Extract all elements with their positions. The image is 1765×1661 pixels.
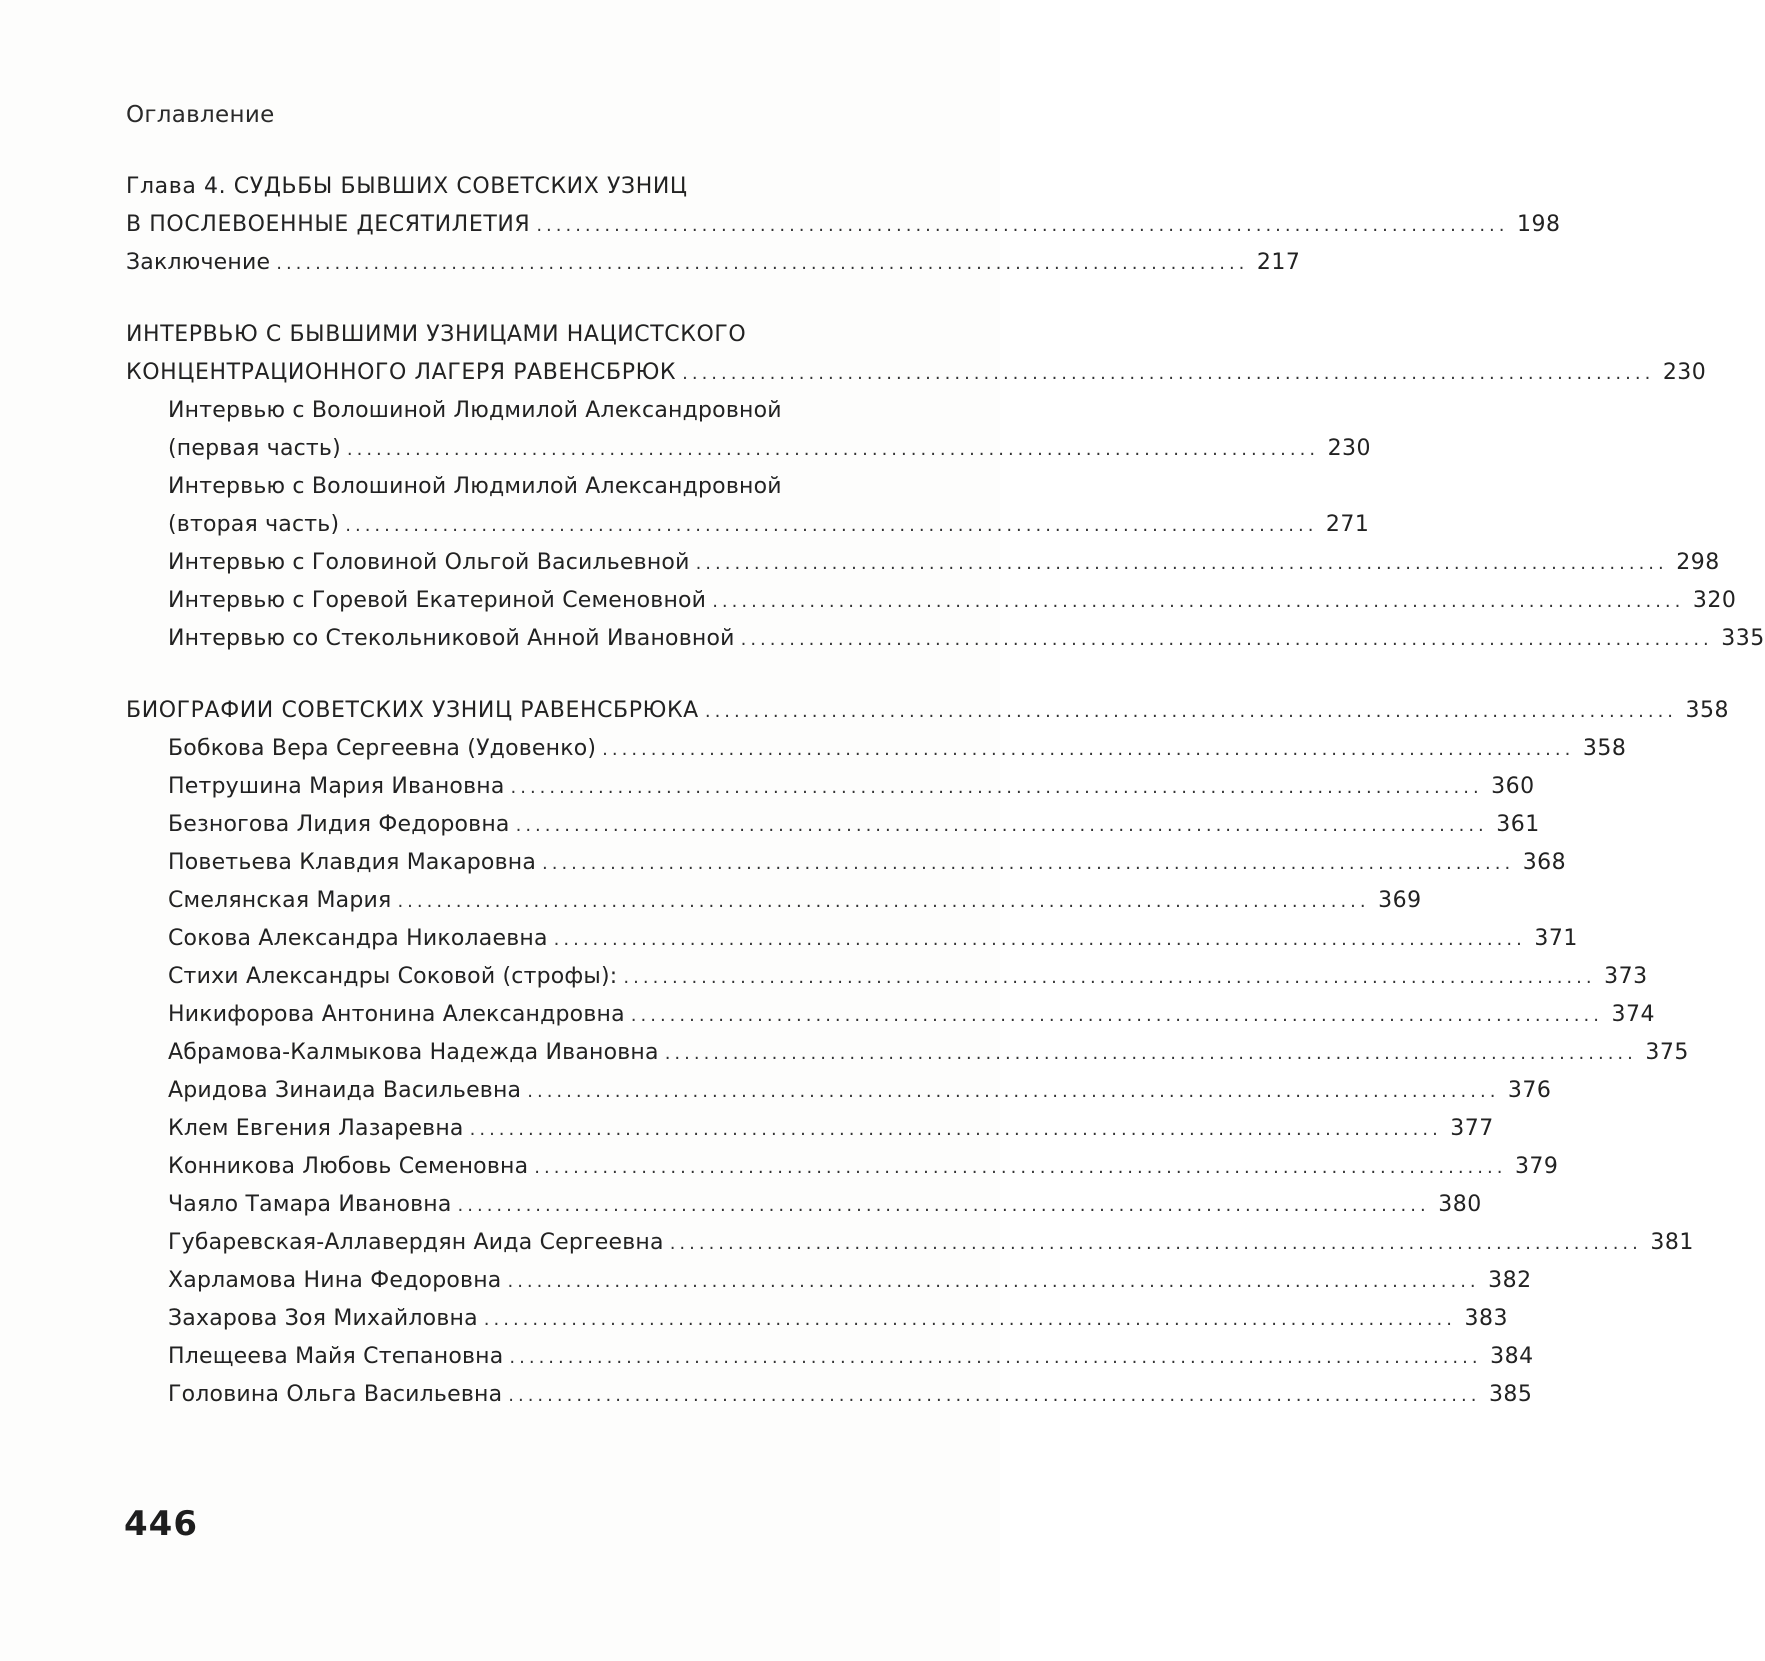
section-gap — [126, 658, 926, 692]
toc-entry-title: Плещеева Майя Степановна — [168, 1344, 504, 1369]
dot-leader: .................................................................................................... — [534, 1157, 1507, 1178]
dot-leader: .................................................................................................... — [664, 1043, 1637, 1064]
toc-entry-title: Чаяло Тамара Ивановна — [168, 1192, 452, 1217]
toc-entry-page: 385 — [1488, 1382, 1533, 1407]
toc-entry-page: 379 — [1514, 1154, 1559, 1179]
toc-entry-title: ИНТЕРВЬЮ С БЫВШИМИ УЗНИЦАМИ НАЦИСТСКОГО — [126, 322, 747, 347]
toc-entry-page: 374 — [1611, 1002, 1655, 1027]
toc-entry-title: В ПОСЛЕВОЕННЫЕ ДЕСЯТИЛЕТИЯ — [126, 212, 531, 237]
dot-leader: .................................................................................................... — [469, 1119, 1442, 1140]
toc-entry-title: Интервью с Волошиной Людмилой Александровной — [168, 474, 782, 499]
toc-entry-title: Петрушина Мария Ивановна — [168, 774, 505, 799]
toc-entry-biography — [126, 1186, 1482, 1224]
toc-entry-biography — [126, 882, 1422, 920]
toc-entry-interview — [126, 430, 1372, 468]
toc-entry-page: 230 — [1662, 360, 1707, 385]
dot-leader: .................................................................................................... — [508, 1385, 1481, 1406]
toc-entry-interview — [126, 468, 926, 506]
toc-entry-title: БИОГРАФИИ СОВЕТСКИХ УЗНИЦ РАВЕНСБРЮКА — [126, 698, 699, 723]
dot-leader: .................................................................................................... — [704, 701, 1678, 722]
dot-leader: .................................................................................................... — [602, 739, 1575, 760]
toc-entry-page: 369 — [1378, 888, 1422, 913]
toc-entry-biography — [126, 768, 1535, 806]
toc-entry-page: 198 — [1516, 212, 1561, 237]
toc-entry-title: Захарова Зоя Михайловна — [168, 1306, 478, 1331]
toc-entry-page: 320 — [1692, 588, 1737, 613]
toc-entry-title: Глава 4. СУДЬБЫ БЫВШИХ СОВЕТСКИХ УЗНИЦ — [126, 174, 688, 199]
toc-entry-interview — [126, 582, 1737, 620]
toc-entry-title: Губаревская-Аллавердян Аида Сергеевна — [168, 1230, 664, 1255]
toc-entry-title: Бобкова Вера Сергеевна (Удовенко) — [168, 736, 597, 761]
toc-entry-title: Сокова Александра Николаевна — [168, 926, 548, 951]
toc-entry-page: 383 — [1464, 1306, 1508, 1331]
toc-entry-biography — [126, 1262, 1532, 1300]
toc-entry-page: 380 — [1438, 1192, 1482, 1217]
toc-entry-biography — [126, 958, 1648, 996]
toc-entry-biography — [126, 1072, 1552, 1110]
toc-entry-interviews-heading-cont — [126, 354, 1707, 392]
dot-leader: .................................................................................................... — [740, 629, 1713, 650]
toc-entry-page: 335 — [1721, 626, 1765, 651]
dot-leader: .................................................................................................... — [507, 1271, 1480, 1292]
dot-leader: .................................................................................................... — [457, 1195, 1430, 1216]
toc-entry-title: Интервью со Стекольниковой Анной Ивановной — [168, 626, 735, 651]
toc-entry-title: (вторая часть) — [168, 512, 340, 537]
toc-entry-page: 361 — [1496, 812, 1540, 837]
toc-entry-chapter-4 — [126, 168, 926, 206]
toc-entry-title: Головина Ольга Васильевна — [168, 1382, 503, 1407]
dot-leader: .................................................................................................... — [712, 591, 1685, 612]
toc-entry-title: Абрамова-Калмыкова Надежда Ивановна — [168, 1040, 659, 1065]
toc-entry-page: 377 — [1450, 1116, 1494, 1141]
toc-entry-biography — [126, 1376, 1533, 1414]
toc-entry-page: 375 — [1645, 1040, 1689, 1065]
toc-entry-title: Конникова Любовь Семеновна — [168, 1154, 529, 1179]
toc-entry-biography — [126, 730, 1627, 768]
toc-entry-biography — [126, 1034, 1689, 1072]
dot-leader: .................................................................................................... — [515, 815, 1488, 836]
toc-entry-page: 371 — [1534, 926, 1578, 951]
toc-entry-title: Клем Евгения Лазаревна — [168, 1116, 464, 1141]
toc-entry-biography — [126, 844, 1567, 882]
toc-entry-biography — [126, 1110, 1494, 1148]
toc-entry-conclusion — [126, 244, 1301, 282]
toc-entry-page: 373 — [1604, 964, 1648, 989]
toc-entry-biography — [126, 1148, 1559, 1186]
dot-leader: .................................................................................................... — [695, 553, 1668, 574]
toc-entry-title: Стихи Александры Соковой (строфы): — [168, 964, 618, 989]
toc-entry-biography — [126, 1338, 1534, 1376]
toc-entry-biography — [126, 1224, 1694, 1262]
toc-entry-page: 230 — [1327, 436, 1372, 461]
section-gap — [126, 282, 926, 316]
dot-leader: .................................................................................................... — [553, 929, 1526, 950]
toc-entry-interview — [126, 506, 1370, 544]
dot-leader: .................................................................................................... — [527, 1081, 1500, 1102]
toc-entry-title: Интервью с Волошиной Людмилой Александровной — [168, 398, 782, 423]
dot-leader: .................................................................................................... — [682, 363, 1655, 384]
toc-entry-page: 368 — [1522, 850, 1567, 875]
toc-entry-title: Никифорова Антонина Александровна — [168, 1002, 625, 1027]
toc-entry-page: 358 — [1582, 736, 1627, 761]
dot-leader: .................................................................................................... — [623, 967, 1596, 988]
toc-entry-title: Интервью с Головиной Ольгой Васильевной — [168, 550, 690, 575]
toc-entry-page: 360 — [1491, 774, 1535, 799]
toc-entry-biography — [126, 806, 1540, 844]
toc-entry-page: 376 — [1507, 1078, 1552, 1103]
toc-entry-title: Заключение — [126, 250, 271, 275]
toc-entry-title: Харламова Нина Федоровна — [168, 1268, 502, 1293]
dot-leader: .................................................................................................... — [510, 777, 1483, 798]
dot-leader: .................................................................................................... — [630, 1005, 1603, 1026]
dot-leader: .................................................................................................... — [669, 1233, 1642, 1254]
toc-entry-biographies-heading — [126, 692, 1730, 730]
toc-entry-page: 384 — [1490, 1344, 1534, 1369]
dot-leader: .................................................................................................... — [483, 1309, 1456, 1330]
toc-entry-title: (первая часть) — [168, 436, 341, 461]
toc-entry-chapter-4-cont — [126, 206, 1561, 244]
toc-entry-interviews-heading — [126, 316, 926, 354]
dot-leader: .................................................................................................... — [276, 253, 1249, 274]
dot-leader: .................................................................................................... — [536, 215, 1509, 236]
toc-entry-title: Смелянская Мария — [168, 888, 392, 913]
toc-entry-page: 381 — [1650, 1230, 1694, 1255]
toc-entry-title: Аридова Зинаида Васильевна — [168, 1078, 522, 1103]
toc-entry-title: Поветьева Клавдия Макаровна — [168, 850, 537, 875]
dot-leader: .................................................................................................... — [346, 439, 1320, 460]
toc-entry-page: 382 — [1488, 1268, 1532, 1293]
page-number: 446 — [124, 1504, 198, 1544]
toc-entry-interview — [126, 392, 926, 430]
dot-leader: .................................................................................................... — [542, 853, 1515, 874]
toc-entry-biography — [126, 1300, 1508, 1338]
toc-entry-interview — [126, 620, 1765, 658]
toc-entry-page: 217 — [1256, 250, 1301, 275]
dot-leader: .................................................................................................... — [509, 1347, 1482, 1368]
dot-leader: .................................................................................................... — [397, 891, 1370, 912]
toc-entry-biography — [126, 920, 1578, 958]
table-of-contents — [126, 168, 1765, 1414]
toc-entry-page: 358 — [1685, 698, 1730, 723]
toc-entry-title: Интервью с Горевой Екатериной Семеновной — [168, 588, 707, 613]
toc-entry-page: 298 — [1676, 550, 1720, 575]
toc-entry-biography — [126, 996, 1655, 1034]
running-head: Оглавление — [126, 102, 275, 128]
toc-entry-page: 271 — [1325, 512, 1370, 537]
dot-leader: .................................................................................................... — [345, 515, 1318, 536]
toc-entry-title: КОНЦЕНТРАЦИОННОГО ЛАГЕРЯ РАВЕНСБРЮК — [126, 360, 677, 385]
toc-entry-title: Безногова Лидия Федоровна — [168, 812, 510, 837]
toc-entry-interview — [126, 544, 1720, 582]
